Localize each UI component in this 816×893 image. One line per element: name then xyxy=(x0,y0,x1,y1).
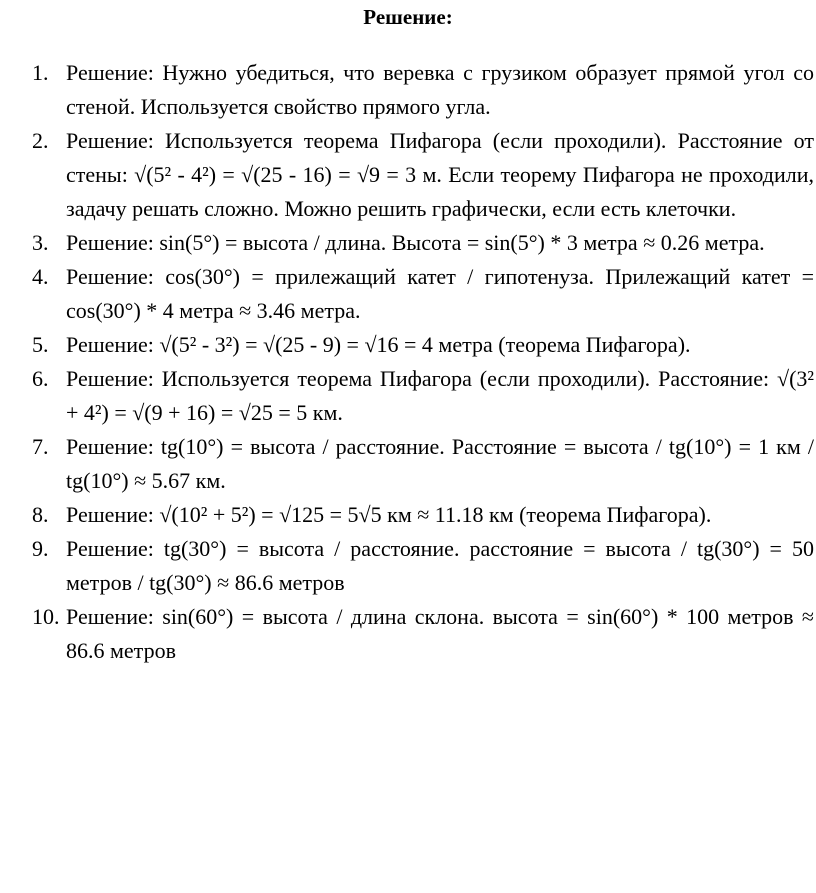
document-title: Решение: xyxy=(363,5,453,29)
item-number: 2. xyxy=(32,128,49,153)
list-item xyxy=(0,56,816,124)
solutions-list xyxy=(0,56,816,668)
item-number: 6. xyxy=(32,366,49,391)
list-item xyxy=(0,498,816,532)
list-item xyxy=(0,362,816,430)
item-number: 5. xyxy=(32,332,49,357)
item-number: 3. xyxy=(32,230,49,255)
list-item xyxy=(0,260,816,328)
item-text: Решение: sin(5°) = высота / длина. Высота = sin(5°) * 3 метра ≈ 0.26 метра. xyxy=(66,230,765,255)
item-text: Решение: √(5² - 3²) = √(25 - 9) = √16 = 4 метра (теорема Пифагора). xyxy=(66,332,691,357)
item-text: Решение: tg(10°) = высота / расстояние. Расстояние = высота / tg(10°) = 1 км / tg(10°) ≈ 5.67 км. xyxy=(66,434,814,493)
item-number: 8. xyxy=(32,502,49,527)
list-item xyxy=(0,226,816,260)
item-number: 10. xyxy=(32,604,60,629)
list-item xyxy=(0,124,816,226)
item-text: Решение: Нужно убедиться, что веревка с грузиком образует прямой угол со стеной. Используется свойство прямого угла. xyxy=(66,60,814,119)
list-item xyxy=(0,600,816,668)
list-item xyxy=(0,532,816,600)
item-text: Решение: tg(30°) = высота / расстояние. расстояние = высота / tg(30°) = 50 метров / tg(30°) ≈ 86.6 метров xyxy=(66,536,814,595)
item-number: 1. xyxy=(32,60,49,85)
item-number: 4. xyxy=(32,264,49,289)
item-number: 7. xyxy=(32,434,49,459)
item-number: 9. xyxy=(32,536,49,561)
list-item xyxy=(0,430,816,498)
item-text: Решение: √(10² + 5²) = √125 = 5√5 км ≈ 11.18 км (теорема Пифагора). xyxy=(66,502,712,527)
item-text: Решение: cos(30°) = прилежащий катет / гипотенуза. Прилежащий катет = cos(30°) * 4 метра ≈ 3.46 метра. xyxy=(66,264,814,323)
item-text: Решение: Используется теорема Пифагора (если проходили). Расстояние от стены: √(5² - 4²) = √(25 - 16) = √9 = 3 м. Если теорему Пифагора не проходили, задачу решать сложно. Можно решить графически, если есть клеточки. xyxy=(66,128,814,221)
item-text: Решение: sin(60°) = высота / длина склона. высота = sin(60°) * 100 метров ≈ 86.6 метров xyxy=(66,604,814,663)
list-item xyxy=(0,328,816,362)
item-text: Решение: Используется теорема Пифагора (если проходили). Расстояние: √(3² + 4²) = √(9 + 16) = √25 = 5 км. xyxy=(66,366,814,425)
